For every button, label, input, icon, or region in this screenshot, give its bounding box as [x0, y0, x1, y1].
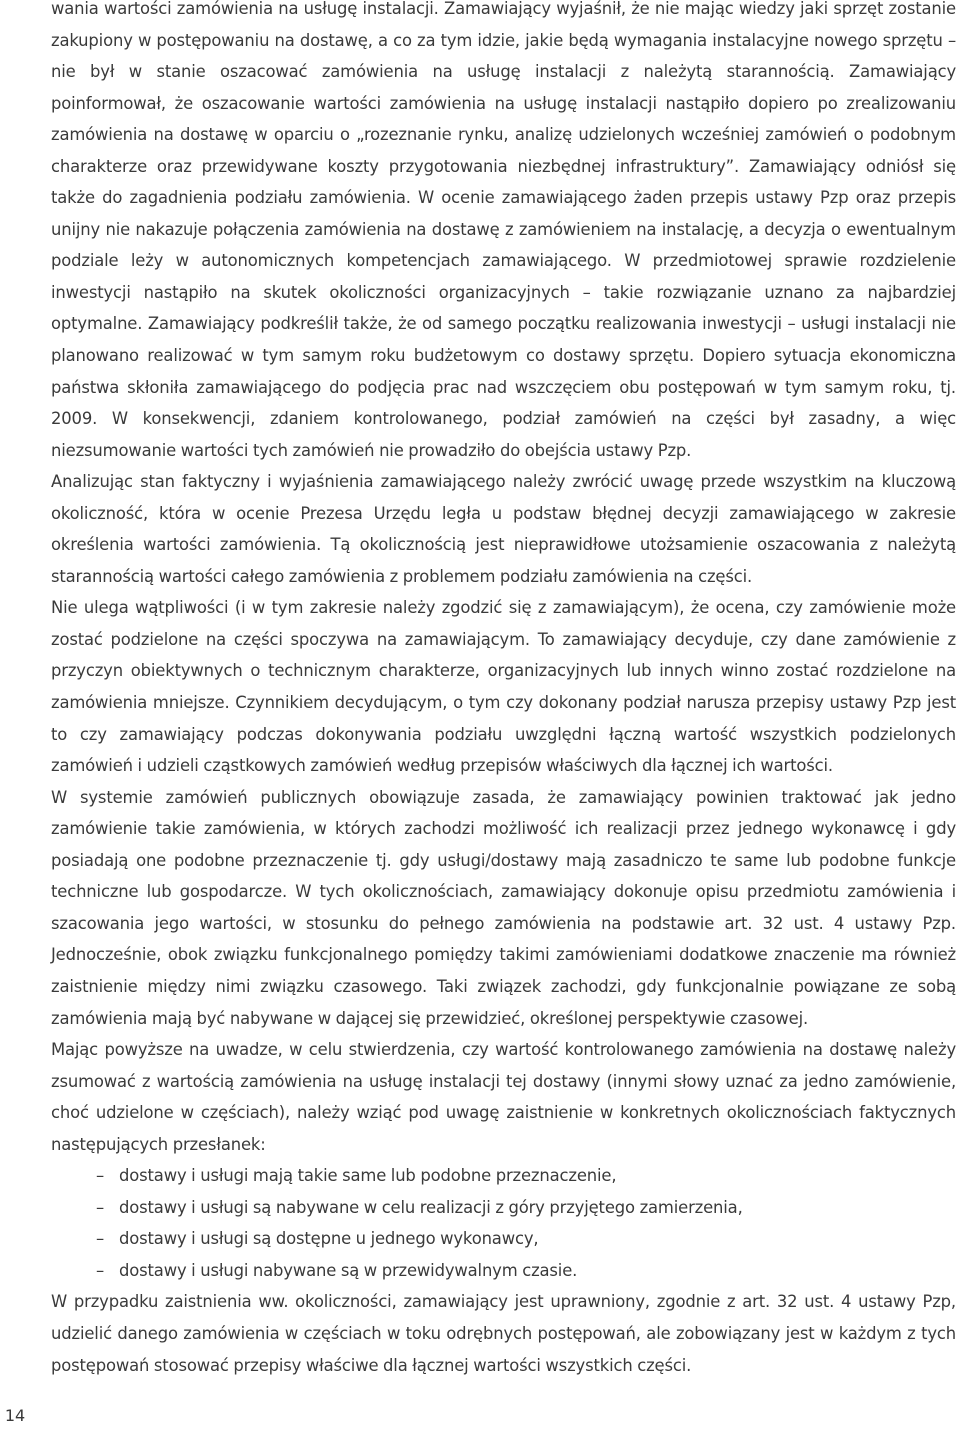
document-body [51, 0, 956, 1381]
premises-list [51, 1160, 956, 1286]
paragraph-conclusion: W przypadku zaistnienia ww. okoliczności, zamawiający jest uprawniony, zgodnie z art. 32 ust. 4 ustawy Pzp, udzielić danego zamówienia w częściach w toku odrębnych postępowań, ale zobowiązany jest w każdym z tych postępowań stosować przepisy właściwe dla łącznej wartości wszystkich części. [51, 1292, 956, 1375]
page-number: 14 [4, 1406, 26, 1425]
list-item-text: dostawy i usługi są dostępne u jednego wykonawcy, [119, 1229, 539, 1249]
paragraph-premises-intro: Mając powyższe na uwadze, w celu stwierdzenia, czy wartość kontrolowanego zamówienia na dostawę należy zsumować z wartością zamówienia na usługę instalacji tej dostawy (innymi słowy uznać za jedno zamówienie, choć udzielone w częściach), należy wziąć pod uwagę zaistnienie w konkretnych okolicznościach faktycznych następujących przesłanek: [51, 1040, 956, 1154]
list-item-text: dostawy i usługi są nabywane w celu realizacji z góry przyjętego zamierzenia, [119, 1197, 743, 1217]
paragraph-division-responsibility: Nie ulega wątpliwości (i w tym zakresie należy zgodzić się z zamawiającym), że ocena, czy zamówienie może zostać podzielone na części spoczywa na zamawiającym. To zamawiający decyduje, czy dane zamówienie z przyczyn obiektywnych o technicznym charakterze, organizacyjnych lub innych winno zostać rozdzielone na zamówienia mniejsze. Czynnikiem decydującym, o tym czy dokonany podział narusza przepisy ustawy Pzp jest to czy zamawiający podczas dokonywania podziału uwzględni łączną wartość wszystkich podzielonych zamówień i udzieli cząstkowych zamówień według przepisów właściwych dla łącznej ich wartości. [51, 598, 956, 776]
list-item [51, 1255, 956, 1287]
dash-bullet: – [96, 1197, 105, 1217]
paragraph-estimation-explanation: wania wartości zamówienia na usługę instalacji. Zamawiający wyjaśnił, że nie mając wiedzy jaki sprzęt zostanie zakupiony w postępowaniu na dostawę, a co za tym idzie, jakie będą wymagania instalacyjne nowego sprzętu – nie był w stanie oszacować zamówienia na usługę instalacji z należytą starannością. Zamawiający poinformował, że oszacowanie wartości zamówienia na usługę instalacji nastąpiło dopiero po zrealizowaniu zamówienia na dostawę w oparciu o „rozeznanie rynku, analizę udzielonych wcześniej zamówień o podobnym charakterze oraz przewidywane koszty przygotowania niezbędnej infrastruktury”. Zamawiający odniósł się także do zagadnienia podziału zamówienia. W ocenie zamawiającego żaden przepis ustawy Pzp oraz przepis unijny nie nakazuje połączenia zamówienia na dostawę z zamówieniem na instalację, a decyzja o ewentualnym podziale leży w autonomicznych kompetencjach zamawiającego. W przedmiotowej sprawie rozdzielenie inwestycji nastąpiło na skutek okoliczności organizacyjnych – takie rozwiązanie uznano za najbardziej optymalne. Zamawiający podkreślił także, że od samego początku realizowania inwestycji – usługi instalacji nie planowano realizować w tym samym roku budżetowym co dostawy sprzętu. Dopiero sytuacja ekonomiczna państwa skłoniła zamawiającego do podjęcia prac nad wszczęciem obu postępowań w tym samym roku, tj. 2009. W konsekwencji, zdaniem kontrolowanego, podział zamówień na części był zasadny, a więc niezsumowanie wartości tych zamówień nie prowadziło do obejścia ustawy Pzp. [51, 0, 956, 460]
paragraph-analysis: Analizując stan faktyczny i wyjaśnienia zamawiającego należy zwrócić uwagę przede wszystkim na kluczową okoliczność, która w ocenie Prezesa Urzędu legła u podstaw błędnej decyzji zamawiającego w zakresie określenia wartości zamówienia. Tą okolicznością jest nieprawidłowe utożsamienie oszacowania z należytą starannością wartości całego zamówienia z problemem podziału zamówienia na części. [51, 472, 956, 586]
dash-bullet: – [96, 1229, 105, 1249]
list-item-text: dostawy i usługi mają takie same lub podobne przeznaczenie, [119, 1166, 617, 1186]
list-item-text: dostawy i usługi nabywane są w przewidywalnym czasie. [119, 1260, 578, 1280]
dash-bullet: – [96, 1260, 105, 1280]
paragraph-single-contract-rule: W systemie zamówień publicznych obowiązuje zasada, że zamawiający powinien traktować jak jedno zamówienie takie zamówienia, w których zachodzi możliwość ich realizacji przez jednego wykonawcę i gdy posiadają one podobne przeznaczenie tj. gdy usługi/dostawy mają zasadniczo te same lub podobne funkcje techniczne lub gospodarcze. W tych okolicznościach, zamawiający dokonuje opisu przedmiotu zamówienia i szacowania jego wartości, w stosunku do pełnego zamówienia na podstawie art. 32 ust. 4 ustawy Pzp. Jednocześnie, obok związku funkcjonalnego pomiędzy takimi zamówieniami dodatkowe znaczenie ma również zaistnienie między nimi związku czasowego. Taki związek zachodzi, gdy funkcjonalnie powiązane ze sobą zamówienia mają być nabywane w dającej się przewidzieć, określonej perspektywie czasowej. [51, 787, 956, 1028]
dash-bullet: – [96, 1166, 105, 1186]
list-item [51, 1223, 956, 1255]
list-item [51, 1192, 956, 1224]
list-item [51, 1160, 956, 1192]
